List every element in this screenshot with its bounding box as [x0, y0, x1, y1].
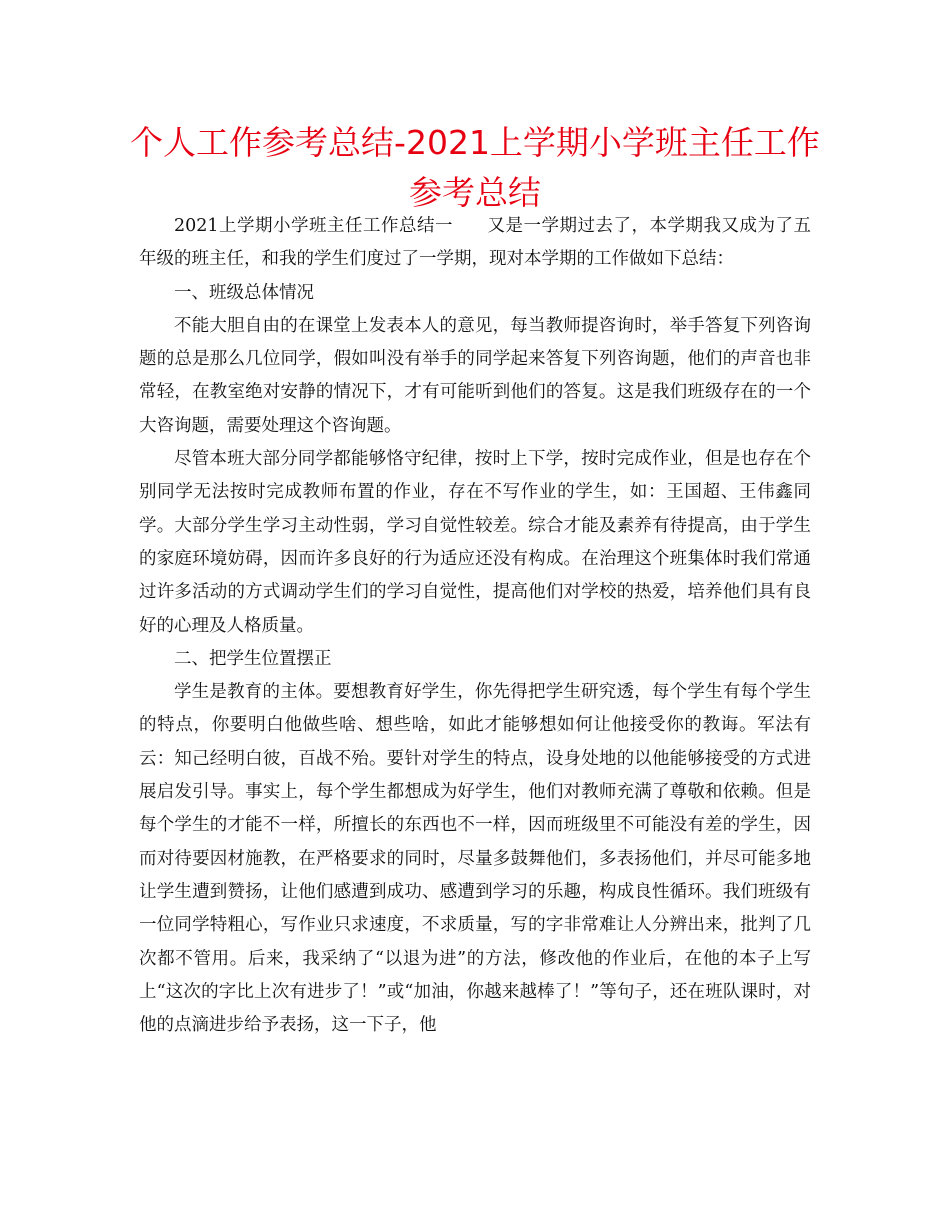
section-heading-1: 一、班级总体情况: [174, 282, 314, 303]
paragraph-2: 尽管本班大部分同学都能够恪守纪律，按时上下学，按时完成作业，但是也存在个别同学无法按时完成教师布置的作业，存在不写作业的学生，如：王国超、王伟鑫同学。大部分学生学习主动性弱，学习自觉性较差。综合才能及素养有待提高，由于学生的家庭环境妨碍，因而许多良好的行为适应还没有构成。在治理这个班集体时我们常通过许多活动的方式调动学生们的学习自觉性，提高他们对学校的热爱，培养他们具有良好的心理及人格质量。: [139, 449, 811, 636]
section-heading-2: 二、把学生位置摆正: [174, 648, 332, 669]
intro-text: 又是一学期过去了，本学期我又成为了五年级的班主任，和我的学生们度过了一学期，现对本学期的工作做如下总结：: [139, 216, 811, 270]
intro-subtitle: 2021上学期小学班主任工作总结一: [174, 216, 454, 236]
paragraph-1: 不能大胆自由的在课堂上发表本人的意见，每当教师提咨询时，举手答复下列咨询题的总是那么几位同学，假如叫没有举手的同学起来答复下列咨询题，他们的声音也非常轻，在教室绝对安静的情况下，才有可能听到他们的答复。这是我们班级存在的一个大咨询题，需要处理这个咨询题。: [139, 315, 811, 436]
document-body: [139, 210, 811, 1042]
document-title: 个人工作参考总结-2021上学期小学班主任工作参考总结: [130, 123, 820, 212]
intro-paragraph: [139, 210, 811, 277]
paragraph-3: 学生是教育的主体。要想教育好学生，你先得把学生研究透，每个学生有每个学生的特点，你要明白他做些啥、想些啥，如此才能够想如何让他接受你的教诲。军法有云：知己经明白彼，百战不殆。要针对学生的特点，设身处地的以他能够接受的方式进展启发引导。事实上，每个学生都想成为好学生，他们对教师充满了尊敬和依赖。但是每个学生的才能不一样，所擅长的东西也不一样，因而班级里不可能没有差的学生，因而对待要因材施教，在严格要求的同时，尽量多鼓舞他们，多表扬他们，并尽可能多地让学生遭到赞扬，让他们感遭到成功、感遭到学习的乐趣，构成良性循环。我们班级有一位同学特粗心，写作业只求速度，不求质量，写的字非常难让人分辨出来，批判了几次都不管用。后来，我采纳了“以退为进”的方法，修改他的作业后，在他的本子上写上“这次的字比上次有进步了！”或“加油，你越来越棒了！”等句子，还在班队课时，对他的点滴进步给予表扬，这一下子，他: [139, 682, 811, 1036]
